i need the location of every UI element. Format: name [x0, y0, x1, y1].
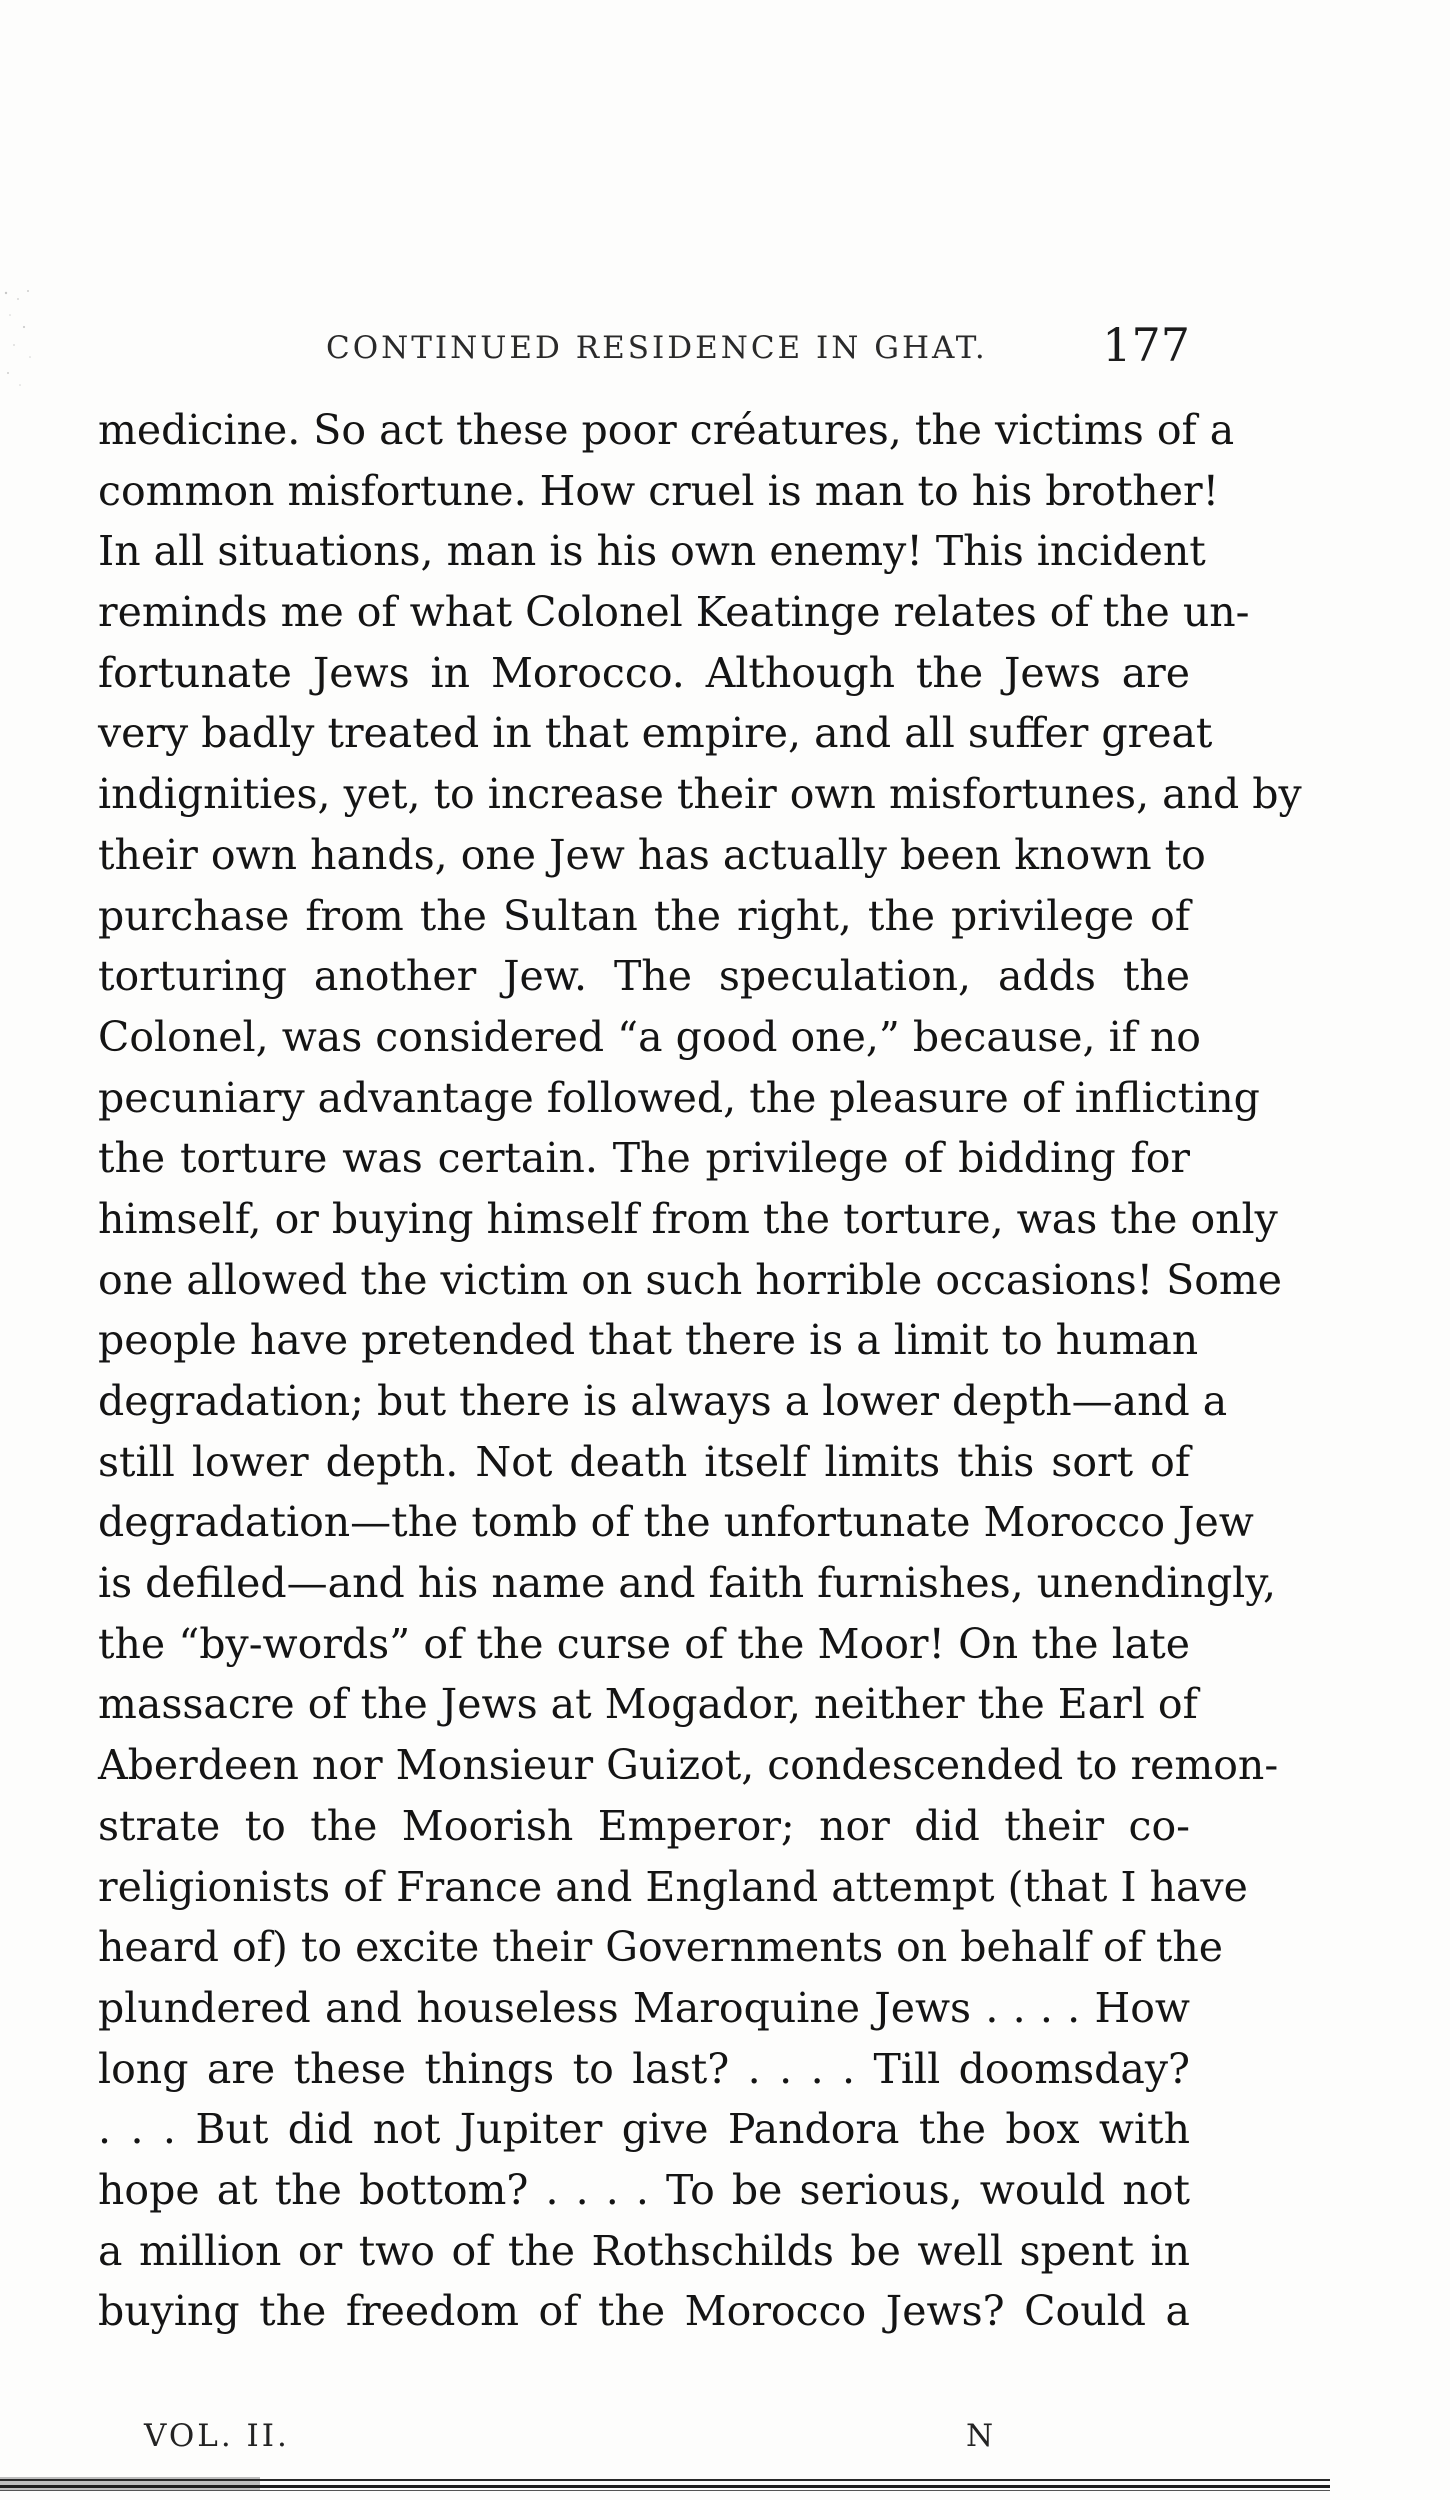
text-line: In all situations, man is his own enemy! This incident	[98, 527, 1206, 576]
text-line: degradation—the tomb of the unfortunate Morocco Jew	[98, 1498, 1254, 1547]
text-line: massacre of the Jews at Mogador, neither the Earl of	[98, 1680, 1198, 1729]
text-line: purchase from the Sultan the right, the privilege of	[98, 891, 1190, 940]
text-line: still lower depth. Not death itself limits this sort of	[98, 1437, 1190, 1486]
text-line: long are these things to last? . . . . Till doomsday?	[98, 2044, 1190, 2093]
page-number: 177	[1102, 318, 1190, 372]
page-footer	[98, 2418, 1190, 2458]
text-line: one allowed the victim on such horrible occasions! Some	[98, 1255, 1283, 1304]
text-line: heard of) to excite their Governments on behalf of the	[98, 1923, 1223, 1972]
signature-mark: N	[966, 2418, 994, 2454]
text-line: is defiled—and his name and faith furnishes, unendingly,	[98, 1559, 1277, 1608]
text-line: people have pretended that there is a limit to human	[98, 1316, 1199, 1365]
text-line: medicine. So act these poor créatures, the victims of a	[98, 406, 1235, 454]
text-line: a million or two of the Rothschilds be well spent in	[98, 2226, 1190, 2275]
text-line: strate to the Moorish Emperor; nor did their co-	[98, 1801, 1190, 1850]
text-line: plundered and houseless Maroquine Jews . . . . How	[98, 1983, 1190, 2032]
text-line: Colonel, was considered “a good one,” because, if no	[98, 1012, 1201, 1061]
text-line: hope at the bottom? . . . . To be serious, would not	[98, 2165, 1190, 2214]
text-line: common misfortune. How cruel is man to his brother!	[98, 466, 1220, 515]
text-line: himself, or buying himself from the torture, was the only	[98, 1194, 1278, 1243]
running-head	[98, 318, 1190, 378]
text-line: torturing another Jew. The speculation, adds the	[98, 952, 1190, 1001]
text-line: their own hands, one Jew has actually been known to	[98, 830, 1206, 879]
text-line: religionists of France and England attempt (that I have	[98, 1862, 1248, 1911]
volume-marker: VOL. II.	[144, 2418, 290, 2454]
running-title: CONTINUED RESIDENCE IN GHAT.	[326, 330, 988, 366]
text-line: Aberdeen nor Monsieur Guizot, condescended to remon-	[98, 1741, 1279, 1790]
scan-specks	[0, 285, 40, 395]
text-line: buying the freedom of the Morocco Jews? Could a	[98, 2287, 1190, 2336]
scan-bottom-edge	[0, 2473, 1450, 2495]
text-line: degradation; but there is always a lower depth—and a	[98, 1377, 1228, 1425]
text-line: . . . But did not Jupiter give Pandora the box with	[98, 2105, 1190, 2154]
text-line: reminds me of what Colonel Keatinge relates of the un-	[98, 588, 1250, 637]
text-line: the “by-words” of the curse of the Moor! On the late	[98, 1619, 1190, 1668]
text-line: indignities, yet, to increase their own misfortunes, and by	[98, 770, 1302, 819]
text-line: pecuniary advantage followed, the pleasure of inflicting	[98, 1073, 1260, 1122]
text-line: very badly treated in that empire, and all suffer great	[98, 709, 1213, 758]
text-line: fortunate Jews in Morocco. Although the Jews are	[98, 648, 1190, 697]
text-line: the torture was certain. The privilege of bidding for	[98, 1134, 1190, 1183]
body-text	[98, 400, 1302, 2342]
